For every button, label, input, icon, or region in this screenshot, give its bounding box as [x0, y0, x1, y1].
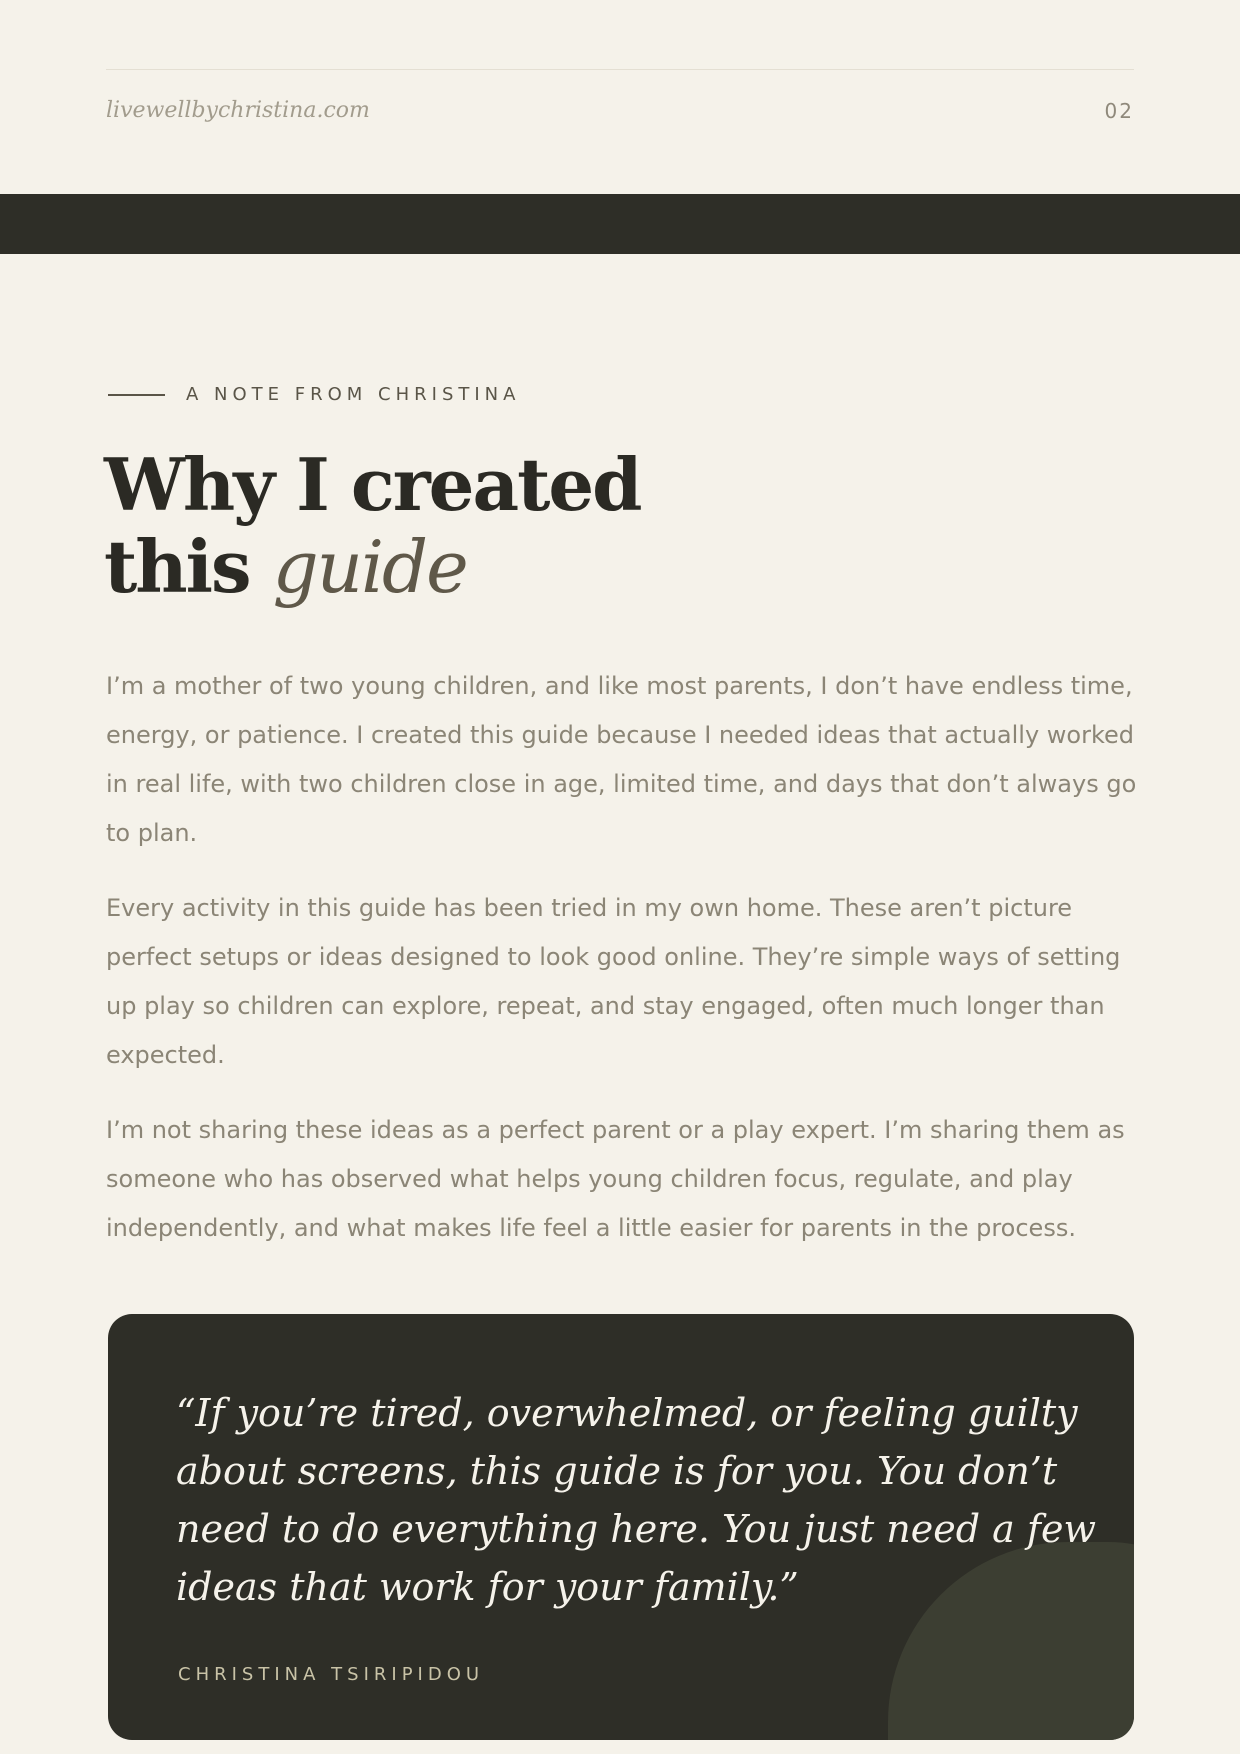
decorative-band	[0, 194, 1240, 254]
title-line-2-plain: this	[104, 524, 273, 609]
page-number: 02	[1104, 99, 1134, 123]
body-copy	[106, 662, 1146, 1279]
eyebrow-rule	[108, 394, 165, 396]
body-paragraph: I’m a mother of two young children, and like most parents, I don’t have endless time, energy, or patience. I created this guide because I needed ideas that actually worked in real life, with two children close in age, limited time, and days that don’t always go to plan.	[106, 672, 1137, 847]
quote-card	[108, 1314, 1134, 1740]
page-title	[104, 444, 641, 608]
title-line-1: Why I created	[104, 442, 641, 527]
header-divider	[106, 69, 1134, 70]
quote-author: CHRISTINA TSIRIPIDOU	[178, 1664, 485, 1685]
body-paragraph: I’m not sharing these ideas as a perfect parent or a play expert. I’m sharing them as someone who has observed what helps young children focus, regulate, and play independently, and what makes life feel a little easier for parents in the process.	[106, 1116, 1125, 1242]
quote-text: “If you’re tired, overwhelmed, or feeling guilty about screens, this guide is for you. You don’t need to do everything here. You just need a few ideas that work for your family.”	[176, 1391, 1096, 1609]
body-paragraph: Every activity in this guide has been tried in my own home. These aren’t picture perfect setups or ideas designed to look good online. They’re simple ways of setting up play so children can explore, repeat, and stay engaged, often much longer than expected.	[106, 894, 1121, 1069]
site-url: livewellbychristina.com	[106, 98, 370, 123]
section-eyebrow: A NOTE FROM CHRISTINA	[186, 384, 521, 405]
title-accent-word: guide	[272, 525, 467, 609]
